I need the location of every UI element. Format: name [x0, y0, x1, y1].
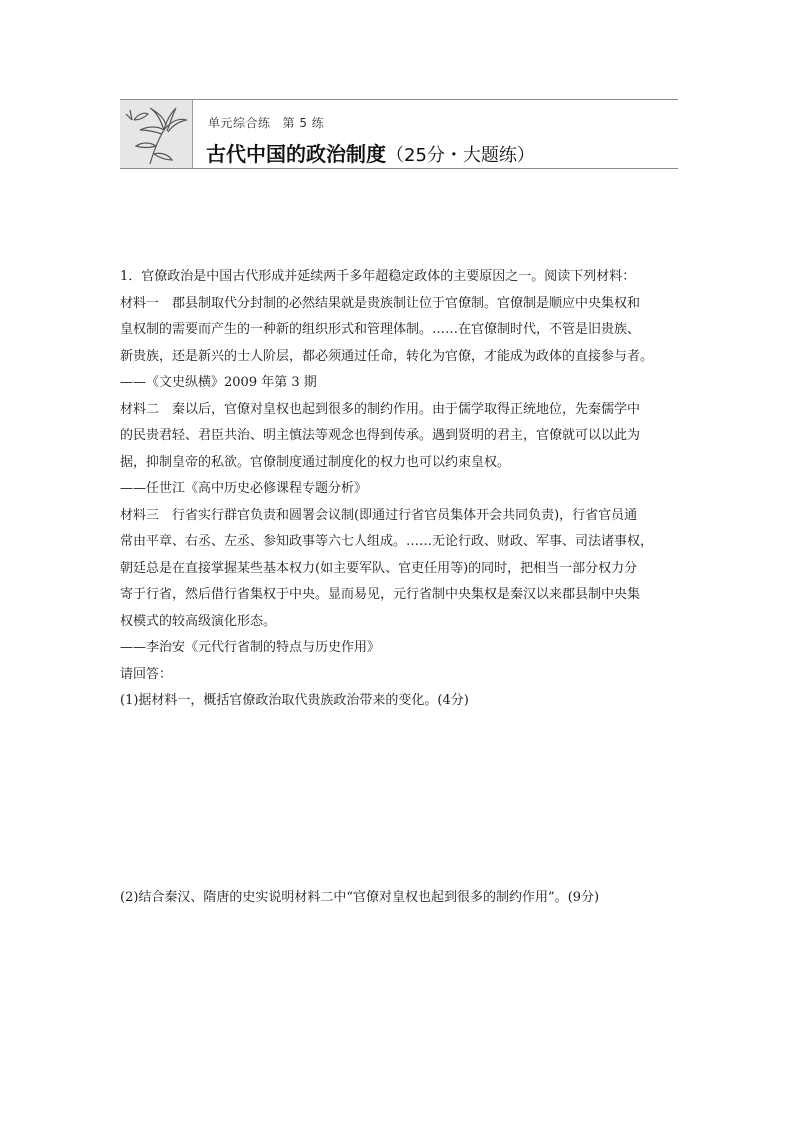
- material-line: 朝廷总是在直接掌握某些基本权力(如主要军队、官吏任用等)的同时，把相当一部分权力分: [120, 560, 638, 576]
- material-source: ——李治安《元代行省制的特点与历史作用》: [120, 640, 381, 655]
- material-line: 材料一 郡县制取代分封制的必然结果就是贵族制让位于官僚制。官僚制是顺应中央集权和: [120, 295, 641, 311]
- question-intro: 1．官僚政治是中国古代形成并延续两千多年超稳定政体的主要原因之一。阅读下列材料：: [120, 269, 636, 284]
- section-label: 单元综合练: [208, 116, 271, 130]
- material-line: 的民贵君轻、君臣共治、明主慎法等观念也得到传承。遇到贤明的君主，官僚就可以以此为: [120, 428, 641, 443]
- material-source: ——任世江《高中历史必修课程专题分析》: [120, 481, 368, 496]
- material-line: 权模式的较高级演化形态。: [120, 613, 277, 629]
- material-line: 据，抑制皇帝的私欲。官僚制度通过制度化的权力也可以约束皇权。: [120, 454, 511, 470]
- material-line: 新贵族，还是新兴的士人阶层，都必须通过任命，转化为官僚，才能成为政体的直接参与者。: [120, 348, 654, 364]
- title-note: （25分・大题练）: [386, 145, 535, 166]
- unit-label: [208, 114, 324, 131]
- lily-flower-icon: [120, 100, 193, 168]
- unit-header: [120, 99, 678, 169]
- material-line: 材料三 行省实行群官负责和圆署会议制(即通过行省官员集体开会共同负责)，行省官员通: [120, 507, 638, 523]
- title-text: 古代中国的政治制度: [206, 142, 386, 166]
- lesson-label: 第 5 练: [282, 116, 325, 130]
- material-source: ——《文史纵横》2009 年第 3 期: [120, 375, 317, 390]
- sub-question-1: (1)据材料一，概括官僚政治取代贵族政治带来的变化。(4分): [120, 693, 469, 708]
- material-line: 常由平章、右丞、左丞、参知政事等六七人组成。……无论行政、财政、军事、司法诸事权，: [120, 534, 654, 549]
- question-body: [120, 264, 688, 911]
- answer-space: [120, 715, 688, 885]
- material-line: 寄于行省，然后借行省集权于中央。显而易见，元行省制中央集权是秦汉以来郡县制中央集: [120, 587, 641, 602]
- material-line: 材料二 秦以后，官僚对皇权也起到很多的制约作用。由于儒学取得正统地位，先秦儒学中: [120, 401, 641, 417]
- material-line: 皇权制的需要而产生的一种新的组织形式和管理体制。……在官僚制时代，不管是旧贵族、: [120, 322, 641, 337]
- page-title: [206, 138, 535, 167]
- sub-question-2: (2)结合秦汉、隋唐的史实说明材料二中“官僚对皇权也起到很多的制约作用”。(9分): [120, 889, 600, 905]
- answer-prompt: 请回答：: [120, 666, 173, 682]
